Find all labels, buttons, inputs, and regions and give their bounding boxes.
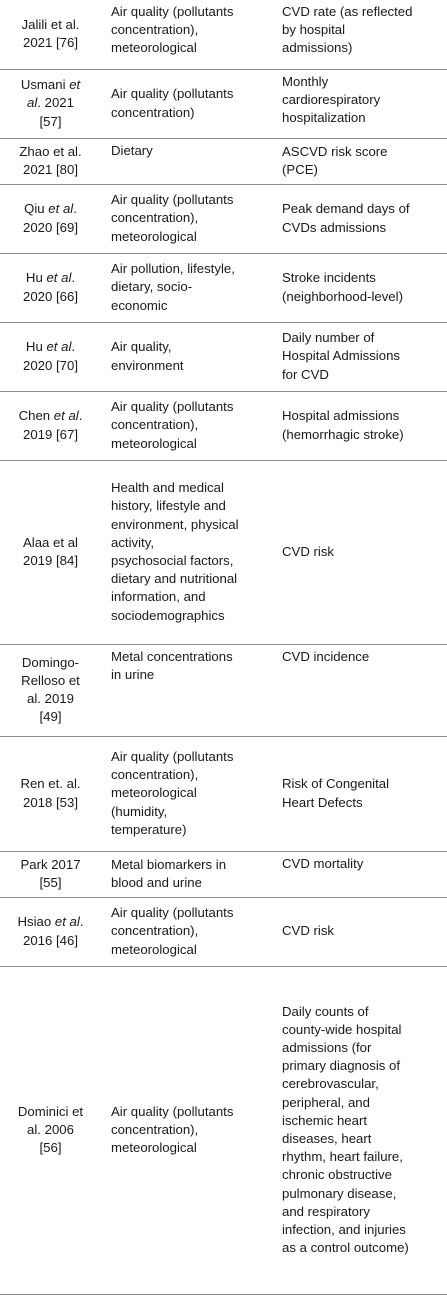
features-cell: Metal biomarkers in blood and urine (103, 851, 274, 897)
outcome-cell: CVD mortality (274, 851, 447, 897)
outcome-cell: Hospital admissions (hemorrhagic stroke) (274, 391, 447, 460)
features-cell: Dietary (103, 138, 274, 184)
table-row (0, 897, 447, 966)
features-cell: Metal concentrations in urine (103, 644, 274, 736)
features-cell: Air quality, environment (103, 322, 274, 391)
table-row (0, 644, 447, 736)
table-row (0, 736, 447, 851)
outcome-cell: ASCVD risk score (PCE) (274, 138, 447, 184)
outcome-cell: CVD risk (274, 897, 447, 966)
table-row (0, 253, 447, 322)
outcome-cell: Risk of Congenital Heart Defects (274, 736, 447, 851)
features-cell: Air quality (pollutants concentration) (103, 69, 274, 138)
table-row (0, 184, 447, 253)
reference-cell: Ren et. al. 2018 [53] (0, 736, 103, 851)
outcome-cell: Monthly cardiorespiratory hospitalization (274, 69, 447, 138)
table-row (0, 69, 447, 138)
features-cell: Air quality (pollutants concentration), meteorological (103, 0, 274, 69)
features-cell: Air pollution, lifestyle, dietary, socio- economic (103, 253, 274, 322)
table-row (0, 138, 447, 184)
features-cell: Air quality (pollutants concentration), meteorological (103, 897, 274, 966)
outcome-cell: CVD rate (as reflected by hospital admissions) (274, 0, 447, 69)
reference-cell: Hu et al. 2020 [70] (0, 322, 103, 391)
reference-cell: Usmani et al. 2021 [57] (0, 69, 103, 138)
table-row (0, 851, 447, 897)
reference-cell: Park 2017 [55] (0, 851, 103, 897)
reference-cell: Domingo- Relloso et al. 2019 [49] (0, 644, 103, 736)
reference-cell: Chen et al. 2019 [67] (0, 391, 103, 460)
table-row (0, 966, 447, 1294)
table-row (0, 391, 447, 460)
reference-cell: Hu et al. 2020 [66] (0, 253, 103, 322)
reference-cell: Qiu et al. 2020 [69] (0, 184, 103, 253)
features-cell: Air quality (pollutants concentration), meteorological (humidity, temperature) (103, 736, 274, 851)
outcome-cell: Daily counts of county-wide hospital admissions (for primary diagnosis of cerebrovascular, peripheral, and ischemic heart diseases, heart rhythm, heart failure, chronic obstructive pulmonary disease, and respiratory infection, and injuries as a control outcome) (274, 966, 447, 1294)
outcome-cell: Daily number of Hospital Admissions for CVD (274, 322, 447, 391)
outcome-cell: Peak demand days of CVDs admissions (274, 184, 447, 253)
reference-cell: Dominici et al. 2006 [56] (0, 966, 103, 1294)
outcome-cell: CVD risk (274, 460, 447, 644)
features-cell: Air quality (pollutants concentration), meteorological (103, 184, 274, 253)
features-cell: Air quality (pollutants concentration), meteorological (103, 391, 274, 460)
table-row (0, 322, 447, 391)
outcome-cell: Stroke incidents (neighborhood-level) (274, 253, 447, 322)
features-cell: Health and medical history, lifestyle and environment, physical activity, psychosocial factors, dietary and nutritional information, and sociodemographics (103, 460, 274, 644)
table-row (0, 460, 447, 644)
reference-cell: Zhao et al. 2021 [80] (0, 138, 103, 184)
features-cell: Air quality (pollutants concentration), meteorological (103, 966, 274, 1294)
reference-cell: Jalili et al. 2021 [76] (0, 0, 103, 69)
reference-cell: Alaa et al 2019 [84] (0, 460, 103, 644)
outcome-cell: CVD incidence (274, 644, 447, 736)
reference-cell: Hsiao et al. 2016 [46] (0, 897, 103, 966)
table-row (0, 0, 447, 69)
